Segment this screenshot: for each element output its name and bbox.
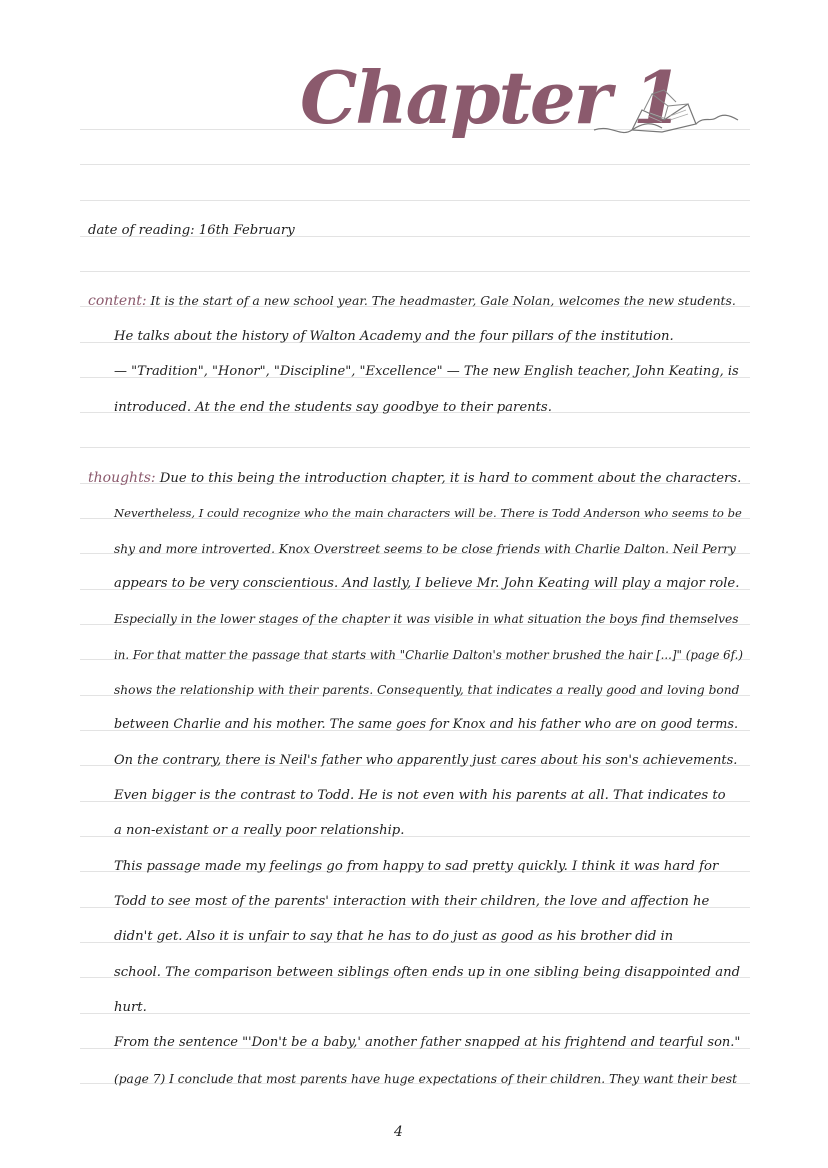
content-paragraph-line-1 — [88, 293, 736, 309]
ruled-line — [80, 1013, 750, 1014]
thoughts-line: didn't get. Also it is unfair to say that he has to do just as good as his brother did in — [114, 929, 674, 944]
page-title: Chapter 1 — [300, 55, 681, 140]
content-label: content: — [88, 293, 147, 309]
thoughts-line: On the contrary, there is Neil's father who apparently just cares about his son's achievements. — [114, 753, 738, 768]
thoughts-line: between Charlie and his mother. The same goes for Knox and his father who are on good terms. — [114, 717, 739, 732]
thoughts-line: This passage made my feelings go from happy to sad pretty quickly. I think it was hard for — [114, 859, 719, 874]
thoughts-line: Especially in the lower stages of the chapter it was visible in what situation the boys find themselves — [114, 612, 739, 626]
thoughts-line: school. The comparison between siblings often ends up in one sibling being disappointed and — [114, 965, 741, 980]
open-book-icon — [592, 86, 742, 146]
thoughts-line: Todd to see most of the parents' interaction with their children, the love and affection he — [114, 894, 710, 909]
content-line: introduced. At the end the students say goodbye to their parents. — [114, 400, 552, 415]
thoughts-paragraph-line-1 — [88, 470, 741, 487]
thoughts-text: Due to this being the introduction chapter, it is hard to comment about the characters. — [159, 471, 742, 486]
thoughts-label: thoughts: — [88, 470, 156, 486]
ruled-line — [80, 447, 750, 448]
content-line: — "Tradition", "Honor", "Discipline", "Excellence" — The new English teacher, John Keating, is — [114, 364, 739, 379]
thoughts-line: appears to be very conscientious. And lastly, I believe Mr. John Keating will play a major role. — [114, 576, 740, 591]
thoughts-line: Even bigger is the contrast to Todd. He is not even with his parents at all. That indicates to — [114, 788, 726, 803]
ruled-line — [80, 200, 750, 201]
thoughts-line: From the sentence "'Don't be a baby,' another father snapped at his frightend and tearful son." — [114, 1035, 741, 1050]
thoughts-line: Nevertheless, I could recognize who the main characters will be. There is Todd Anderson who seems to be — [114, 506, 742, 520]
thoughts-line: in. For that matter the passage that starts with "Charlie Dalton's mother brushed the hair [...]" (page 6f.) — [114, 648, 743, 662]
thoughts-line: a non-existant or a really poor relationship. — [114, 823, 405, 838]
thoughts-line: shy and more introverted. Knox Overstreet seems to be close friends with Charlie Dalton. Neil Perry — [114, 542, 736, 556]
thoughts-line: shows the relationship with their parents. Consequently, that indicates a really good and loving bond — [114, 683, 740, 697]
content-text: It is the start of a new school year. The headmaster, Gale Nolan, welcomes the new students. — [150, 293, 736, 308]
ruled-line — [80, 164, 750, 165]
date-of-reading: date of reading: 16th February — [88, 223, 295, 238]
content-line: He talks about the history of Walton Academy and the four pillars of the institution. — [114, 329, 674, 344]
thoughts-line: hurt. — [114, 1000, 147, 1015]
page-number: 4 — [394, 1124, 403, 1140]
thoughts-line: (page 7) I conclude that most parents have huge expectations of their children. They want their best — [114, 1072, 737, 1086]
ruled-line — [80, 271, 750, 272]
